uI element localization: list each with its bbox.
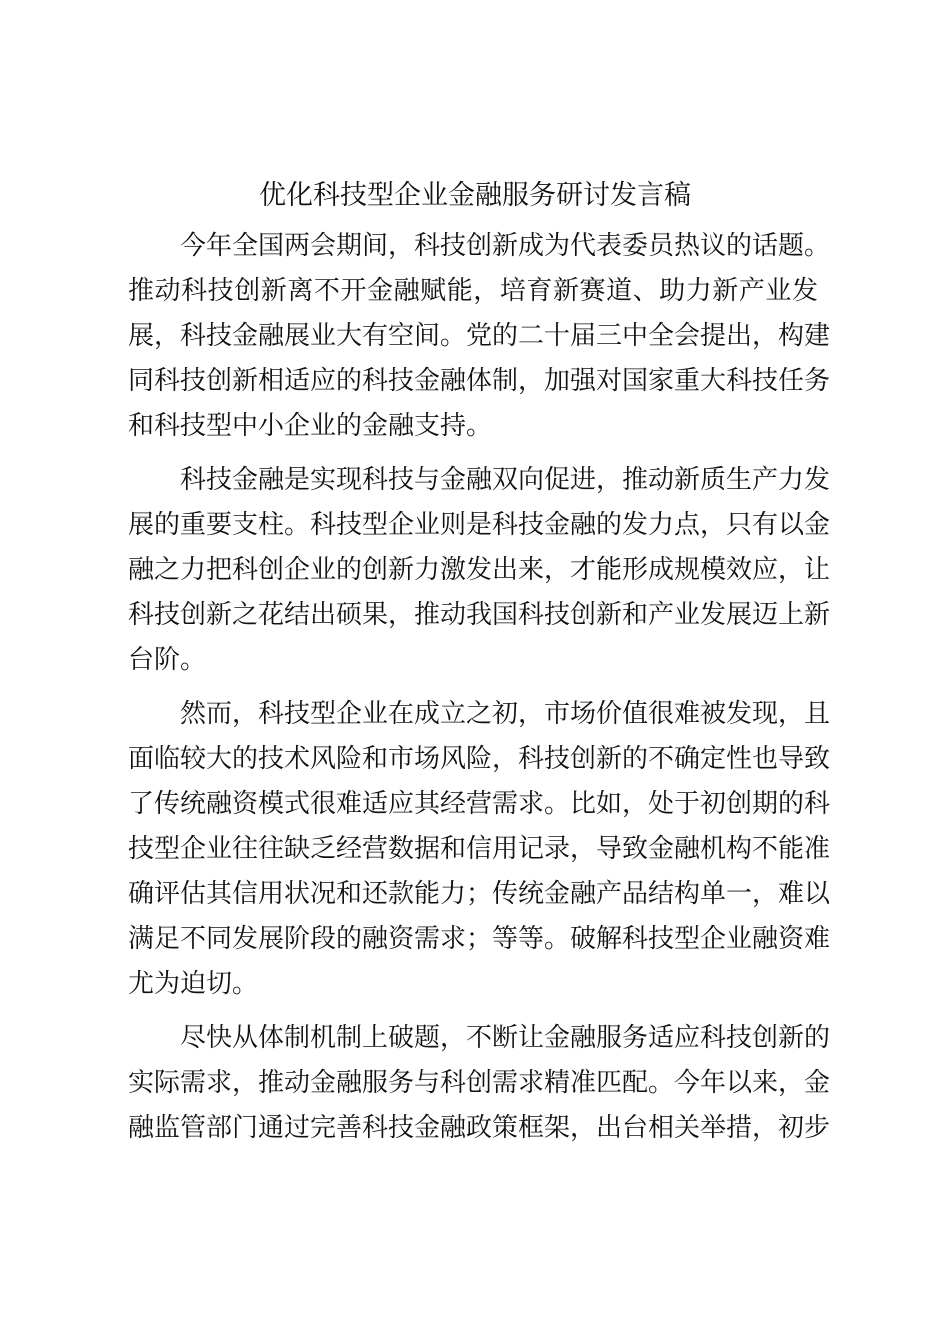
text-line: 确评估其信用状况和还款能力；传统金融产品结构单一，难以 <box>128 879 831 909</box>
document-title: 优化科技型企业金融服务研讨发言稿 <box>259 180 691 211</box>
text-line: 然而，科技型企业在成立之初，市场价值很难被发现，且 <box>180 699 831 729</box>
text-line: 展的重要支柱。科技型企业则是科技金融的发力点，只有以金 <box>128 510 831 540</box>
paragraph-3 <box>128 692 831 1007</box>
text-line: 融监管部门通过完善科技金融政策框架，出台相关举措，初步 <box>128 1113 831 1143</box>
text-line: 今年全国两会期间，科技创新成为代表委员热议的话题。 <box>180 231 831 261</box>
document-body <box>128 224 831 1160</box>
text-line: 技型企业往往缺乏经营数据和信用记录，导致金融机构不能准 <box>128 834 831 864</box>
text-line: 实际需求，推动金融服务与科创需求精准匹配。今年以来，金 <box>128 1068 831 1098</box>
text-line: 科技金融是实现科技与金融双向促进，推动新质生产力发 <box>180 465 831 495</box>
text-line: 科技创新之花结出硕果，推动我国科技创新和产业发展迈上新 <box>128 600 831 630</box>
text-line: 尤为迫切。 <box>128 969 259 999</box>
text-line: 同科技创新相适应的科技金融体制，加强对国家重大科技任务 <box>128 366 831 396</box>
text-line: 台阶。 <box>128 645 207 675</box>
text-line: 满足不同发展阶段的融资需求；等等。破解科技型企业融资难 <box>128 924 831 954</box>
text-line: 和科技型中小企业的金融支持。 <box>128 411 493 441</box>
text-line: 面临较大的技术风险和市场风险，科技创新的不确定性也导致 <box>128 744 831 774</box>
paragraph-2 <box>128 458 831 683</box>
text-line: 融之力把科创企业的创新力激发出来，才能形成规模效应，让 <box>128 555 831 585</box>
text-line: 尽快从体制机制上破题，不断让金融服务适应科技创新的 <box>180 1023 831 1053</box>
text-line: 了传统融资模式很难适应其经营需求。比如，处于初创期的科 <box>128 789 831 819</box>
text-line: 展，科技金融展业大有空间。党的二十届三中全会提出，构建 <box>128 321 831 351</box>
paragraph-4 <box>128 1016 831 1151</box>
text-line: 推动科技创新离不开金融赋能，培育新赛道、助力新产业发 <box>128 276 818 306</box>
paragraph-1 <box>128 224 831 449</box>
